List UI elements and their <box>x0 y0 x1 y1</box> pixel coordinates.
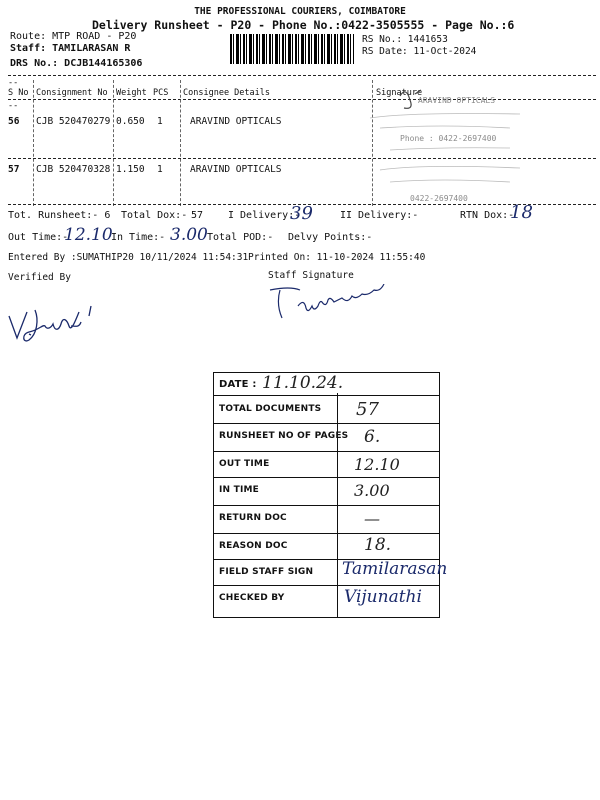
rs-date: RS Date: 11-Oct-2024 <box>362 46 477 57</box>
in-time-value: 3.00 <box>170 225 208 245</box>
row-weight: 1.150 <box>116 164 145 175</box>
row-sno: 56 <box>8 116 20 127</box>
row-consignment: CJB 520470279 <box>36 116 111 127</box>
runsheet-stamp-box <box>213 372 448 618</box>
col-consignee: Consignee Details <box>183 88 270 98</box>
col-consignment: Consignment No <box>36 88 108 98</box>
tot-runsheet: Tot. Runsheet:- 6 <box>8 210 111 221</box>
row-consignee: ARAVIND OPTICALS <box>190 116 282 127</box>
i-delivery-value: 39 <box>290 203 313 224</box>
divider <box>8 75 596 76</box>
stamp-value-in-time: 3.00 <box>354 481 390 500</box>
col-pcs: PCS <box>153 88 169 98</box>
stamp-value-return-doc: — <box>364 509 380 528</box>
staff-signature <box>262 284 412 324</box>
rtn-dox-label: RTN Dox:- <box>460 210 515 221</box>
printed-on: Printed On: 11-10-2024 11:55:40 <box>248 252 426 263</box>
stamp-label-runsheet-pages: RUNSHEET NO OF PAGES <box>219 431 349 441</box>
row-consignee: ARAVIND OPTICALS <box>190 164 282 175</box>
stamp-value-out-time: 12.10 <box>354 455 400 474</box>
ii-delivery-label: II Delivery:- <box>340 210 419 221</box>
staff-label: Staff: TAMILARASAN R <box>10 43 131 54</box>
col-signature: Signature <box>376 88 423 98</box>
i-delivery-label: I Delivery:- <box>228 210 301 221</box>
col-weight: Weight <box>116 88 147 98</box>
stamp-label-return-doc: RETURN DOC <box>219 513 287 523</box>
stamp-signature-scribble <box>360 88 550 208</box>
stamp-label-reason-doc: REASON DOC <box>219 541 288 551</box>
drs-number: DRS No.: DCJB144165306 <box>10 58 143 69</box>
route-label: Route: MTP ROAD - P20 <box>10 31 137 42</box>
verified-by-label: Verified By <box>8 272 71 283</box>
stamp-value-field-staff-sign: Tamilarasan <box>342 559 448 579</box>
row-sno: 57 <box>8 164 20 175</box>
stamp-date-value: 11.10.24. <box>262 373 344 393</box>
stamp-label-field-staff-sign: FIELD STAFF SIGN <box>219 567 314 577</box>
company-name: THE PROFESSIONAL COURIERS, COIMBATORE <box>194 6 406 17</box>
consignee-stamp: ARAVIND OPTICALS Phone : 0422-2697400 0422-2697400 <box>340 88 550 208</box>
rtn-dox-value: 18 <box>510 202 533 223</box>
entered-by: Entered By :SUMATHIP20 10/11/2024 11:54:31 <box>8 252 249 263</box>
stamp-label-in-time: IN TIME <box>219 485 260 495</box>
total-pod-label: Total POD:- <box>207 232 274 243</box>
rs-number: RS No.: 1441653 <box>362 34 448 45</box>
row-pcs: 1 <box>157 116 163 127</box>
barcode <box>230 34 354 64</box>
stamp-value-total-documents: 57 <box>356 399 379 420</box>
col-sno: S No <box>8 88 29 98</box>
row-weight: 0.650 <box>116 116 145 127</box>
stamp-date-label: DATE : <box>219 379 257 390</box>
row-consignment: CJB 520470328 <box>36 164 111 175</box>
stamp-value-checked-by: Vijunathi <box>344 587 422 607</box>
row-pcs: 1 <box>157 164 163 175</box>
stamp-label-checked-by: CHECKED BY <box>219 593 285 603</box>
stamp-label-total-documents: TOTAL DOCUMENTS <box>219 404 322 414</box>
out-time-value: 12.10 <box>64 225 113 245</box>
staff-signature-label: Staff Signature <box>268 270 354 281</box>
stamp-value-reason-doc: 18. <box>364 535 392 555</box>
total-dox-label: Total Dox:- <box>121 210 188 221</box>
runsheet-title: Delivery Runsheet - P20 - Phone No.:0422-3505555 - Page No.:6 <box>92 18 515 32</box>
in-time-label: In Time:- <box>111 232 166 243</box>
verified-signature <box>5 298 115 348</box>
total-dox-value: 57 <box>191 210 204 221</box>
out-time-label: Out Time:- <box>8 232 69 243</box>
stamp-value-runsheet-pages: 6. <box>364 427 381 447</box>
stamp-label-out-time: OUT TIME <box>219 459 270 469</box>
delvy-points-label: Delvy Points:- <box>288 232 373 243</box>
